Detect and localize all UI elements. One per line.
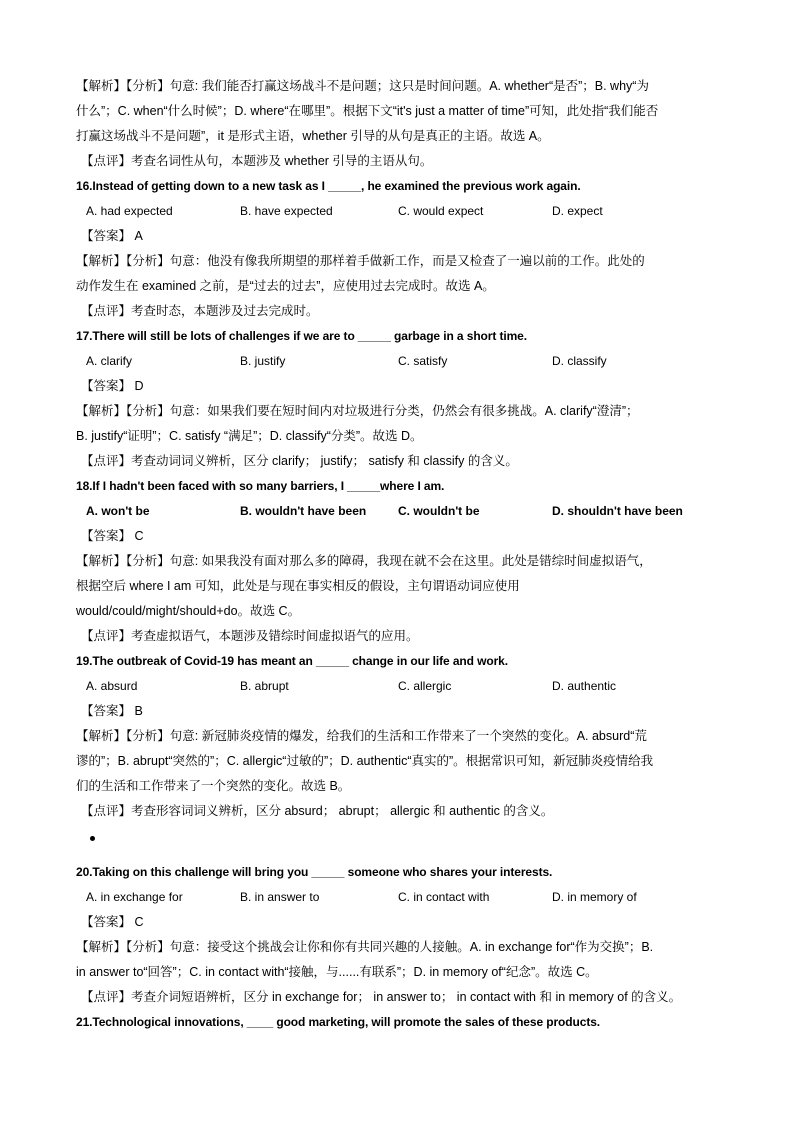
text-line: B. justify“证明”；C. satisfy “满足”；D. classify“分类”。故选 D。 (76, 429, 423, 443)
option-a: A. won't be (86, 504, 150, 518)
question-stem: 20.Taking on this challenge will bring you _____ someone who shares your interests. (76, 865, 553, 879)
bullet-dot-icon (90, 836, 95, 841)
option-a: A. clarify (86, 354, 133, 368)
option-b: B. justify (240, 354, 286, 368)
text-line: 谬的”；B. abrupt“突然的”；C. allergic“过敏的”；D. authentic“真实的”。根据常识可知，新冠肺炎疫情给我 (76, 754, 654, 768)
text-line: 【解析】【分析】句意：如果我们要在短时间内对垃圾进行分类，仍然会有很多挑战。A. clarify“澄清”； (76, 404, 639, 418)
text-line: 【答案】 A (81, 229, 143, 243)
answer-options (76, 674, 722, 699)
document-page (76, 74, 722, 1035)
option-d: D. classify (552, 354, 607, 368)
option-b: B. in answer to (240, 890, 320, 904)
option-b: B. have expected (240, 204, 333, 218)
answer-options (76, 199, 722, 224)
text-line: 【点评】考查动词词义辨析，区分 clarify； justify； satisfy 和 classify 的含义。 (81, 454, 518, 468)
text-line: 【解析】【分析】句意：他没有像我所期望的那样着手做新工作，而是又检查了一遍以前的工作。此处的 (76, 254, 645, 268)
option-c: C. satisfy (398, 354, 448, 368)
answer-options (76, 885, 722, 910)
option-a: A. in exchange for (86, 890, 183, 904)
question-stem: 17.There will still be lots of challenges if we are to _____ garbage in a short time. (76, 329, 527, 343)
option-d: D. in memory of (552, 890, 637, 904)
text-line: 什么”；C. when“什么时候”；D. where“在哪里”。根据下文“it's just a matter of time”可知，此处指“我们能否 (76, 104, 659, 118)
option-a: A. absurd (86, 679, 138, 693)
text-line: 根据空后 where I am 可知，此处是与现在事实相反的假设，主句谓语动词应使用 (76, 579, 520, 593)
option-b: B. abrupt (240, 679, 289, 693)
list-bullet (76, 824, 722, 860)
option-d: D. authentic (552, 679, 617, 693)
text-line: 【解析】【分析】句意: 我们能否打赢这场战斗不是问题；这只是时间问题。A. whether“是否”；B. why“为 (76, 79, 649, 93)
text-line: 动作发生在 examined 之前，是“过去的过去”，应使用过去完成时。故选 A。 (76, 279, 495, 293)
option-c: C. wouldn't be (398, 504, 480, 518)
text-line: 【点评】考查名词性从句，本题涉及 whether 引导的主语从句。 (81, 154, 433, 168)
question-stem: 19.The outbreak of Covid-19 has meant an _____ change in our life and work. (76, 654, 508, 668)
text-line: 【答案】 C (81, 529, 144, 543)
text-line: 【解析】【分析】句意：接受这个挑战会让你和你有共同兴趣的人接触。A. in exchange for“作为交换”；B. (76, 940, 654, 954)
text-line: 【点评】考查时态，本题涉及过去完成时。 (81, 304, 319, 318)
question-stem: 18.If I hadn't been faced with so many barriers, I _____where I am. (76, 479, 445, 493)
text-line: would/could/might/should+do。故选 C。 (76, 604, 301, 618)
text-line: 【点评】考查虚拟语气，本题涉及错综时间虚拟语气的应用。 (81, 629, 419, 643)
option-a: A. had expected (86, 204, 173, 218)
option-c: C. would expect (398, 204, 484, 218)
option-c: C. in contact with (398, 890, 490, 904)
text-line: 【点评】考查形容词词义辨析，区分 absurd； abrupt； allergic 和 authentic 的含义。 (81, 804, 554, 818)
answer-options (76, 499, 722, 524)
text-line: 打赢这场战斗不是问题”，it 是形式主语，whether 引导的从句是真正的主语。故选 A。 (76, 129, 550, 143)
text-line: 【答案】 C (81, 915, 144, 929)
option-d: D. expect (552, 204, 603, 218)
option-d: D. shouldn't have been (552, 504, 683, 518)
text-line: 【答案】 D (81, 379, 144, 393)
text-line: 【解析】【分析】句意: 如果我没有面对那么多的障碍，我现在就不会在这里。此处是错综时间虚拟语气， (76, 554, 652, 568)
option-b: B. wouldn't have been (240, 504, 367, 518)
question-stem: 21.Technological innovations, ____ good marketing, will promote the sales of these products. (76, 1015, 601, 1029)
text-line: 们的生活和工作带来了一个突然的变化。故选 B。 (76, 779, 351, 793)
text-line: 【答案】 B (81, 704, 143, 718)
text-line: in answer to“回答”；C. in contact with“接触，与......有联系”；D. in memory of“纪念”。故选 C。 (76, 965, 598, 979)
option-c: C. allergic (398, 679, 452, 693)
text-line: 【点评】考查介词短语辨析，区分 in exchange for； in answer to； in contact with 和 in memory of 的含义。 (81, 990, 682, 1004)
answer-options (76, 349, 722, 374)
question-stem: 16.Instead of getting down to a new task as I _____, he examined the previous work again. (76, 179, 581, 193)
text-line: 【解析】【分析】句意: 新冠肺炎疫情的爆发，给我们的生活和工作带来了一个突然的变化。A. absurd“荒 (76, 729, 647, 743)
